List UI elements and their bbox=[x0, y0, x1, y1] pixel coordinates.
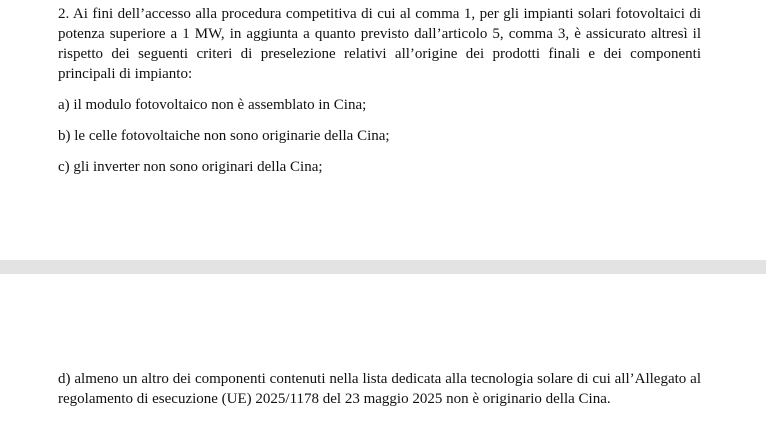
document-page-bottom bbox=[0, 274, 766, 431]
paragraph-2: 2. Ai fini dell’accesso alla procedura competitiva di cui al comma 1, per gli impianti solari fotovoltaici di potenza superiore a 1 MW, in aggiunta a quanto previsto dall’articolo 5, comma 3, è assicurato altresì il rispetto dei seguenti criteri di preselezione relativi all’origine dei prodotti finali e dei componenti principali di impianto: bbox=[58, 6, 701, 82]
list-item-c: c) gli inverter non sono originari della Cina; bbox=[58, 159, 323, 175]
list-item-a: a) il modulo fotovoltaico non è assemblato in Cina; bbox=[58, 97, 367, 113]
list-item-d: d) almeno un altro dei componenti contenuti nella lista dedicata alla tecnologia solare di cui all’Allegato al regolamento di esecuzione (UE) 2025/1178 del 23 maggio 2025 non è originario della Cina. bbox=[58, 371, 701, 407]
list-item-b: b) le celle fotovoltaiche non sono originarie della Cina; bbox=[58, 128, 390, 144]
page-separator bbox=[0, 260, 766, 274]
